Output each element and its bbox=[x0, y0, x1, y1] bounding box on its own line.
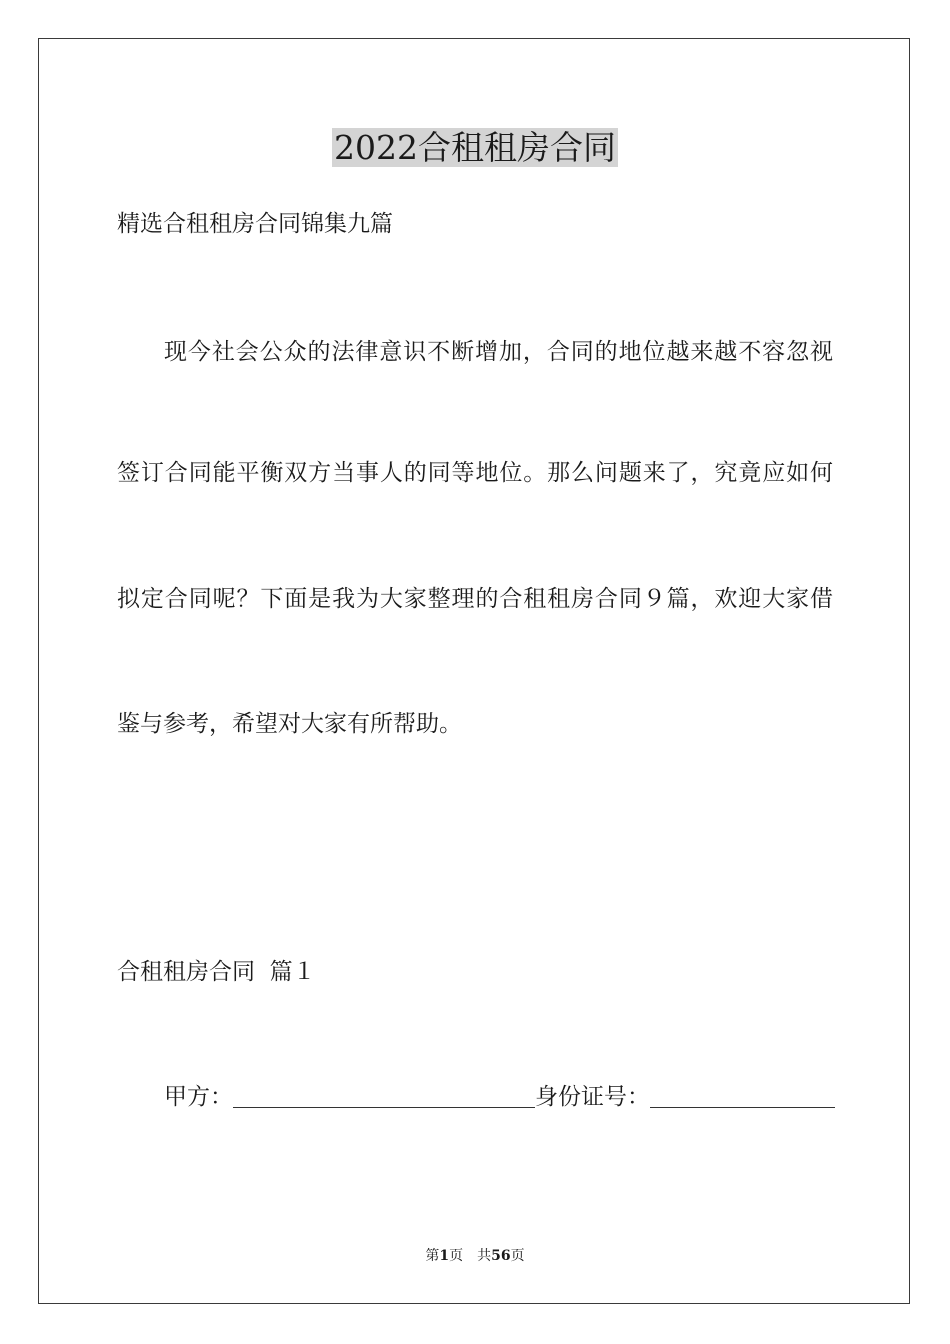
id-number-field[interactable] bbox=[650, 1085, 835, 1108]
party-a-label: 甲方： bbox=[164, 1084, 233, 1110]
footer-total-suffix: 页 bbox=[510, 1248, 525, 1264]
footer-page-mid: 页 bbox=[449, 1248, 464, 1264]
id-number-label: 身份证号： bbox=[535, 1084, 650, 1110]
intro-line-4: 鉴与参考，希望对大家有所帮助。 bbox=[117, 711, 462, 737]
footer-page-prefix: 第 bbox=[425, 1248, 440, 1264]
footer-total-pages: 56 bbox=[491, 1248, 511, 1264]
section-heading: 合租租房合同 篇１ bbox=[117, 959, 316, 985]
party-a-row bbox=[164, 1082, 835, 1112]
document-title-text: 2022合租租房合同 bbox=[334, 128, 616, 167]
page-footer bbox=[0, 1247, 950, 1265]
party-a-name-field[interactable] bbox=[233, 1085, 535, 1108]
footer-total-prefix: 共 bbox=[477, 1248, 492, 1264]
intro-line-2: 签订合同能平衡双方当事人的同等地位。那么问题来了，究竟应如何 bbox=[117, 460, 833, 486]
document-subtitle: 精选合租租房合同锦集九篇 bbox=[117, 211, 393, 237]
document-title bbox=[0, 126, 950, 170]
intro-line-3: 拟定合同呢？下面是我为大家整理的合租租房合同９篇，欢迎大家借 bbox=[117, 586, 833, 612]
intro-line-1: 现今社会公众的法律意识不断增加，合同的地位越来越不容忽视 bbox=[164, 339, 833, 365]
footer-page-number: 1 bbox=[439, 1248, 450, 1264]
